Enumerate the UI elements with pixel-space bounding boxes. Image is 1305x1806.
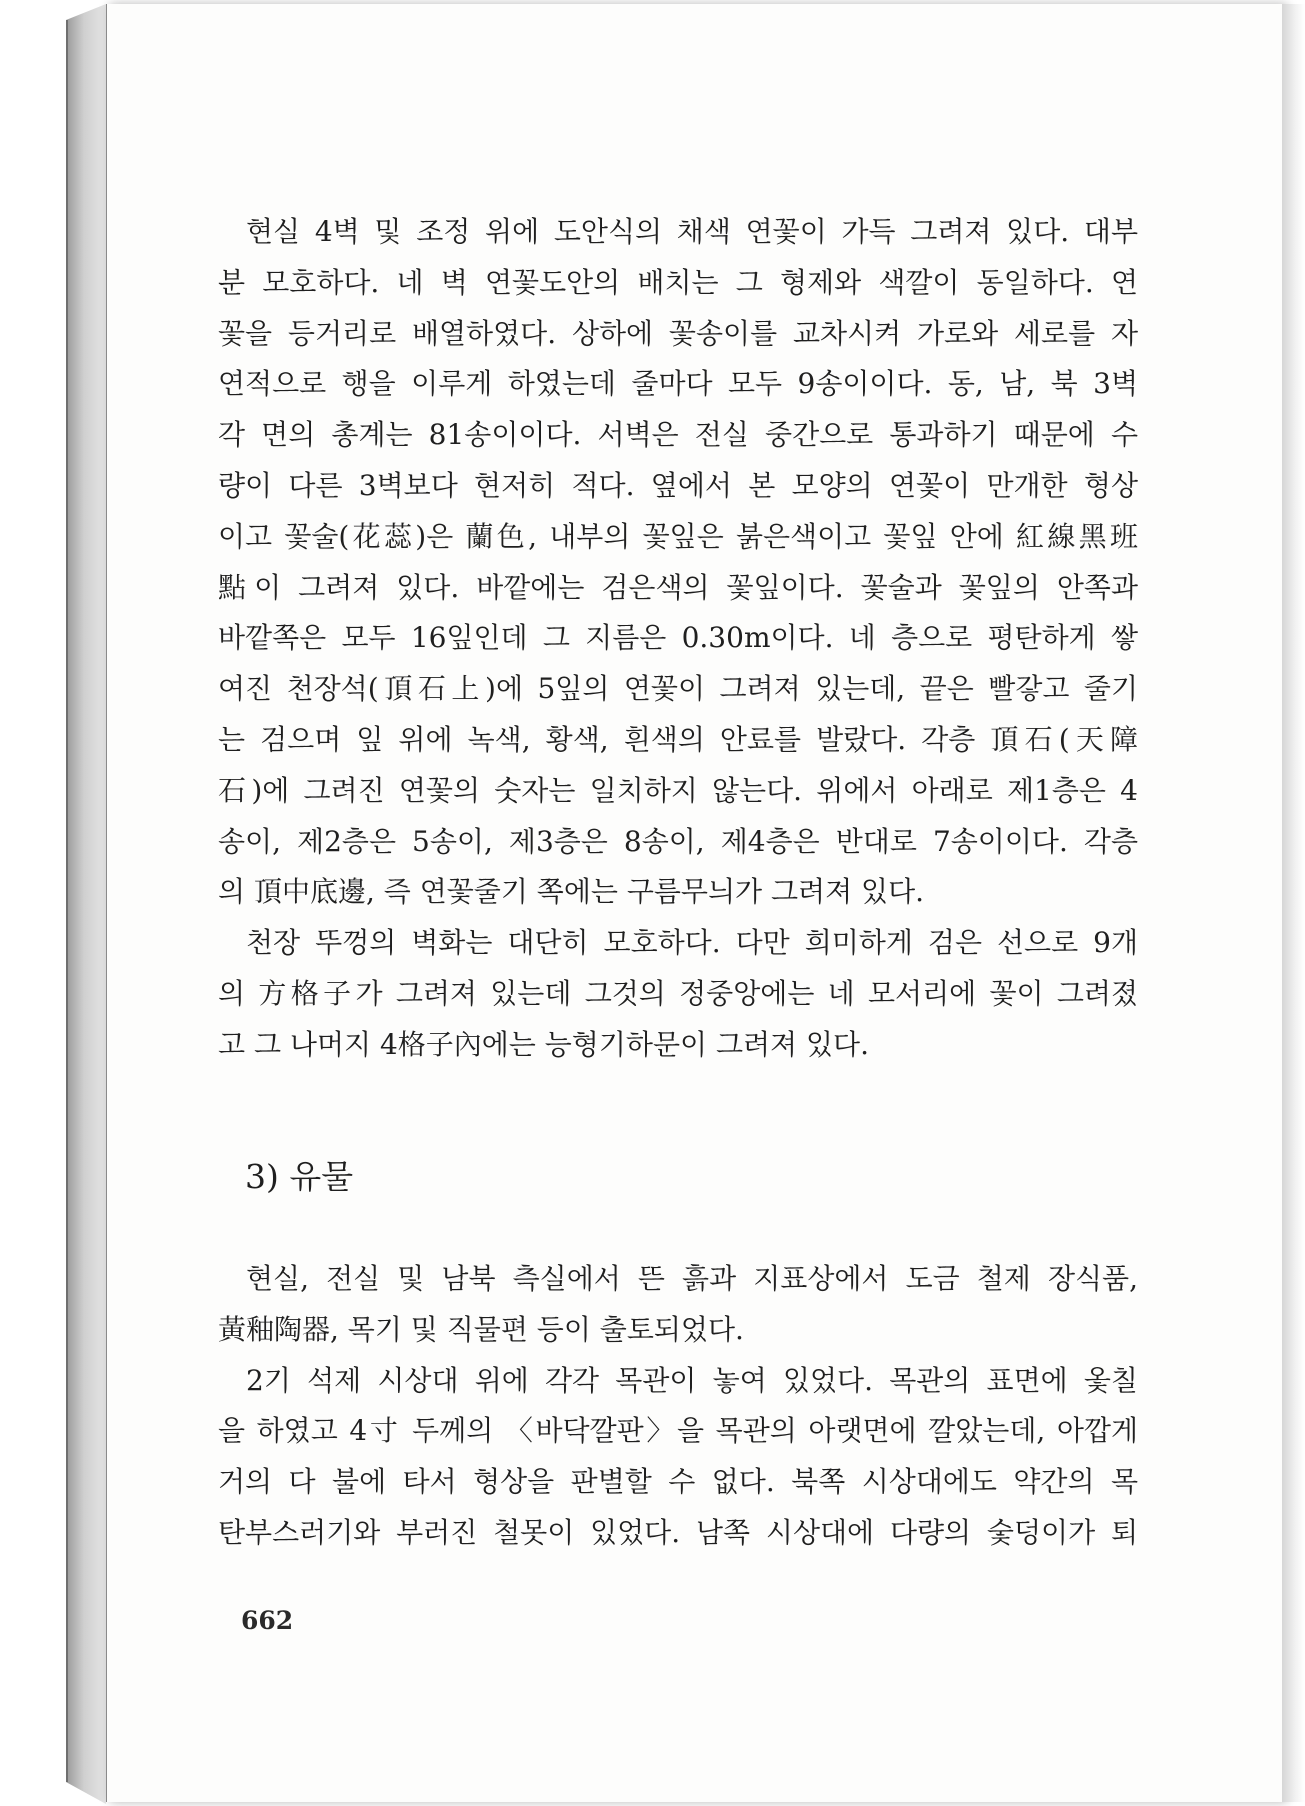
text-line: 천장 뚜껑의 벽화는 대단히 모호하다. 다만 희미하게 검은 선으로 9개: [246, 926, 1138, 960]
text-line: 연적으로 행을 이루게 하였는데 줄마다 모두 9송이이다. 동, 남, 북 3벽: [218, 367, 1138, 401]
text-line: 는 검으며 잎 위에 녹색, 황색, 흰색의 안료를 발랐다. 각층 頂石(天障: [218, 722, 1138, 756]
text-line: 黃釉陶器, 목기 및 직물편 등이 출토되었다.: [218, 1312, 744, 1346]
text-line: 이고 꽃술(花蕊)은 蘭色, 내부의 꽃잎은 붉은색이고 꽃잎 안에 紅線黑班: [218, 519, 1138, 553]
book-block-edge: [66, 4, 106, 1804]
text-line: 량이 다른 3벽보다 현저히 적다. 옆에서 본 모양의 연꽃이 만개한 형상: [218, 468, 1138, 502]
text-line: 의 方格子가 그려져 있는데 그것의 정중앙에는 네 모서리에 꽃이 그려졌: [218, 976, 1138, 1010]
text-line: 2기 석제 시상대 위에 각각 목관이 놓여 있었다. 목관의 표면에 옻칠: [246, 1363, 1138, 1397]
text-line: 을 하였고 4寸 두께의 〈바닥깔판〉을 목관의 아랫면에 깔았는데, 아깝게: [218, 1414, 1138, 1448]
text-line: 현실, 전실 및 남북 측실에서 뜬 흙과 지표상에서 도금 철제 장식품,: [246, 1262, 1138, 1295]
text-line: 點이 그려져 있다. 바깥에는 검은색의 꽃잎이다. 꽃술과 꽃잎의 안쪽과: [218, 570, 1138, 604]
text-line: 송이, 제2층은 5송이, 제3층은 8송이, 제4층은 반대로 7송이이다. 각층: [218, 824, 1138, 858]
text-line: 고 그 나머지 4格子內에는 능형기하문이 그려져 있다.: [218, 1027, 869, 1061]
text-line: 꽃을 등거리로 배열하였다. 상하에 꽃송이를 교차시켜 가로와 세로를 자: [218, 316, 1138, 350]
text-line: 각 면의 총계는 81송이이다. 서벽은 전실 중간으로 통과하기 때문에 수: [218, 418, 1138, 452]
body-text-section-1: [218, 207, 1138, 1071]
page-number: 662: [241, 1606, 294, 1635]
text-line: 탄부스러기와 부러진 철못이 있었다. 남쪽 시상대에 다량의 숯덩이가 퇴: [218, 1515, 1138, 1549]
book-edge-line: [66, 20, 68, 1782]
text-line: 바깥쪽은 모두 16잎인데 그 지름은 0.30m이다. 네 층으로 평탄하게 쌓: [218, 621, 1138, 655]
text-line: 여진 천장석(頂石上)에 5잎의 연꽃이 그려져 있는데, 끝은 빨갛고 줄기: [218, 672, 1138, 706]
text-line: 현실 4벽 및 조정 위에 도안식의 채색 연꽃이 가득 그려져 있다. 대부: [246, 215, 1138, 248]
body-text-section-2: [218, 1254, 1138, 1559]
text-line: 의 頂中底邊, 즉 연꽃줄기 쪽에는 구름무늬가 그려져 있다.: [218, 875, 925, 909]
text-line: 石)에 그려진 연꽃의 숫자는 일치하지 않는다. 위에서 아래로 제1층은 4: [218, 773, 1138, 807]
section-heading: 3) 유물: [245, 1157, 354, 1196]
page-right-shadow: [1282, 4, 1305, 1802]
text-line: 분 모호하다. 네 벽 연꽃도안의 배치는 그 형제와 색깔이 동일하다. 연: [218, 265, 1138, 299]
text-line: 거의 다 불에 타서 형상을 판별할 수 없다. 북쪽 시상대에도 약간의 목: [218, 1465, 1138, 1499]
